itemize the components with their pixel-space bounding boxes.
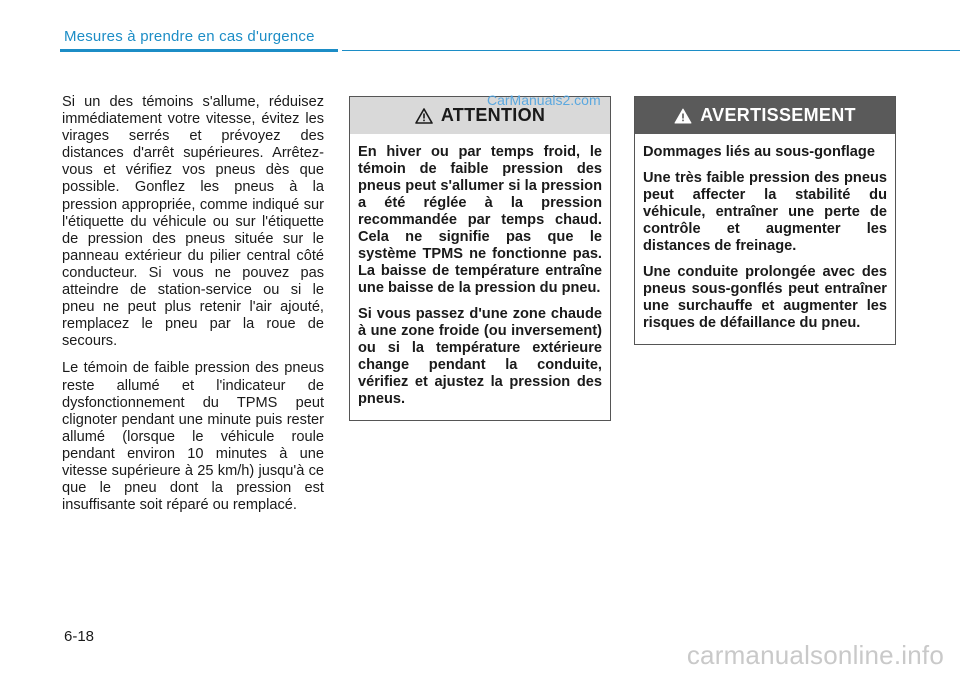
warning-box <box>634 96 896 345</box>
warning-body <box>635 134 895 344</box>
warning-paragraph: Dommages liés au sous-gonflage <box>643 144 875 160</box>
attention-paragraph: Si vous passez d'une zone chaude à une zone froide (ou inversement) ou si la température extérieure change pendant la conduite, vérifiez et ajustez la pression des pneus. <box>358 306 602 407</box>
main-paragraph: Si un des témoins s'allume, réduisez immédiatement votre vitesse, évitez les virages serrés et prévoyez des distances d'arrêt supérieures. Arrêtez-vous et vérifiez vos pneus dès que possible. Gonflez les pneus à la pression appropriée, comme indiqué sur l'étiquette du véhicule ou sur l'étiquette de pression des pneus située sur le panneau extérieur du pilier central côté conducteur. Si vous ne pouvez pas atteindre de station-service ou si le pneu ne peut plus retenir l'air ajouté, remplacez le pneu par la roue de secours. <box>62 94 324 350</box>
attention-body <box>350 134 610 420</box>
attention-paragraph: En hiver ou par temps froid, le témoin de faible pression des pneus peut s'allumer si la pression a été réglée à la pression recommandée par temps chaud. Cela ne signifie pas que le système TPMS ne fonctionne pas. La baisse de température entraîne une baisse de la pression du pneu. <box>358 144 602 296</box>
warning-triangle-filled-icon <box>674 108 692 124</box>
watermark-carmanuals2: CarManuals2.com <box>487 92 601 108</box>
attention-box <box>349 96 611 421</box>
attention-title: ATTENTION <box>440 105 546 125</box>
header-rule-accent <box>60 49 338 52</box>
warning-title: AVERTISSEMENT <box>700 105 856 125</box>
page-number: 6-18 <box>64 628 95 645</box>
main-text-column <box>62 94 324 524</box>
section-title: Mesures à prendre en cas d'urgence <box>64 28 315 45</box>
warning-paragraph: Une très faible pression des pneus peut affecter la stabilité du véhicule, entraîner une perte de contrôle et augmenter les distances de freinage. <box>643 170 887 254</box>
watermark-carmanualsonline: carmanualsonline.info <box>686 640 944 670</box>
warning-paragraph: Une conduite prolongée avec des pneus sous-gonflés peut entraîner une surchauffe et augmenter les risques de défaillance du pneu. <box>643 264 887 331</box>
warning-header <box>635 97 895 134</box>
header-rule-line <box>342 50 960 51</box>
main-paragraph: Le témoin de faible pression des pneus reste allumé et l'indicateur de dysfonctionnement du TPMS peut clignoter pendant une minute puis rester allumé (lorsque le véhicule roule pendant environ 10 minutes à une vitesse supérieure à 25 km/h) jusqu'à ce que le pneu dont la pression est insuffisante soit réparé ou remplacé. <box>62 360 324 514</box>
warning-triangle-icon <box>415 108 433 124</box>
